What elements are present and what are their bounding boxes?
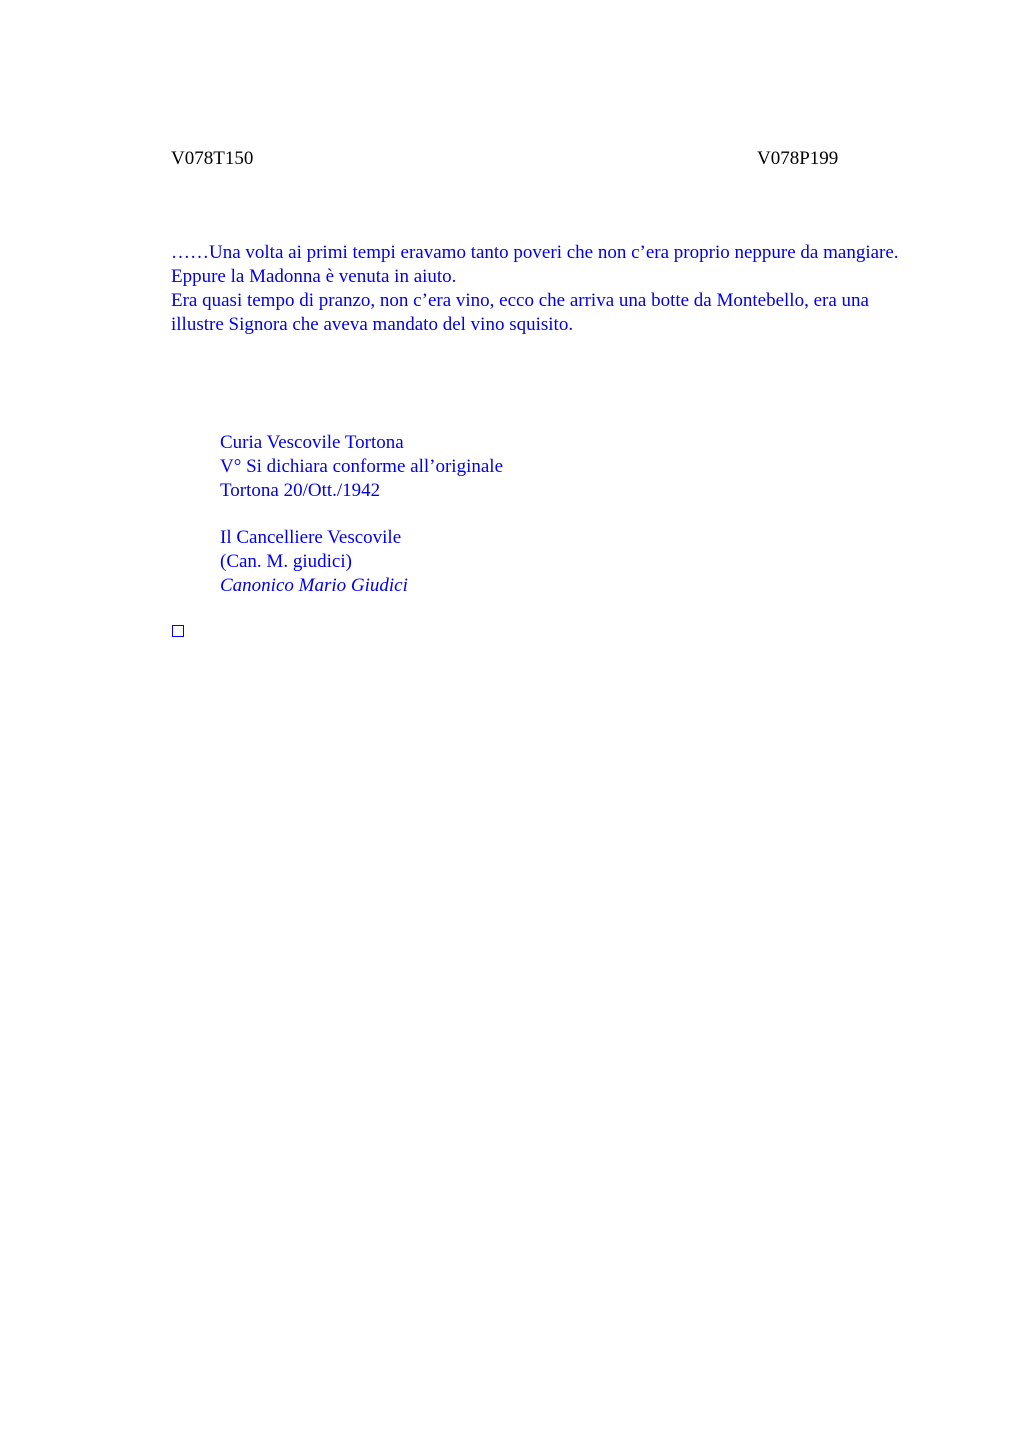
document-code-right: V078P199	[757, 148, 839, 169]
signer-name-abbrev: (Can. M. giudici)	[220, 551, 352, 572]
certification-place-date: Tortona 20/Ott./1942	[220, 480, 381, 501]
document-code-left: V078T150	[171, 148, 254, 169]
certification-office: Curia Vescovile Tortona	[220, 432, 404, 453]
document-body	[171, 241, 906, 337]
signature: Canonico Mario Giudici	[220, 575, 408, 596]
end-square-icon	[172, 625, 184, 637]
signer-title: Il Cancelliere Vescovile	[220, 527, 402, 548]
certification-block	[220, 431, 503, 503]
body-paragraph: Era quasi tempo di pranzo, non c’era vino, ecco che arriva una botte da Montebello, era una illustre Signora che aveva mandato del vino squisito.	[171, 290, 869, 335]
signature-block	[220, 526, 408, 598]
body-paragraph: ……Una volta ai primi tempi eravamo tanto poveri che non c’era proprio neppure da mangiare. Eppure la Madonna è venuta in aiuto.	[171, 242, 899, 287]
certification-statement: V° Si dichiara conforme all’originale	[220, 456, 503, 477]
